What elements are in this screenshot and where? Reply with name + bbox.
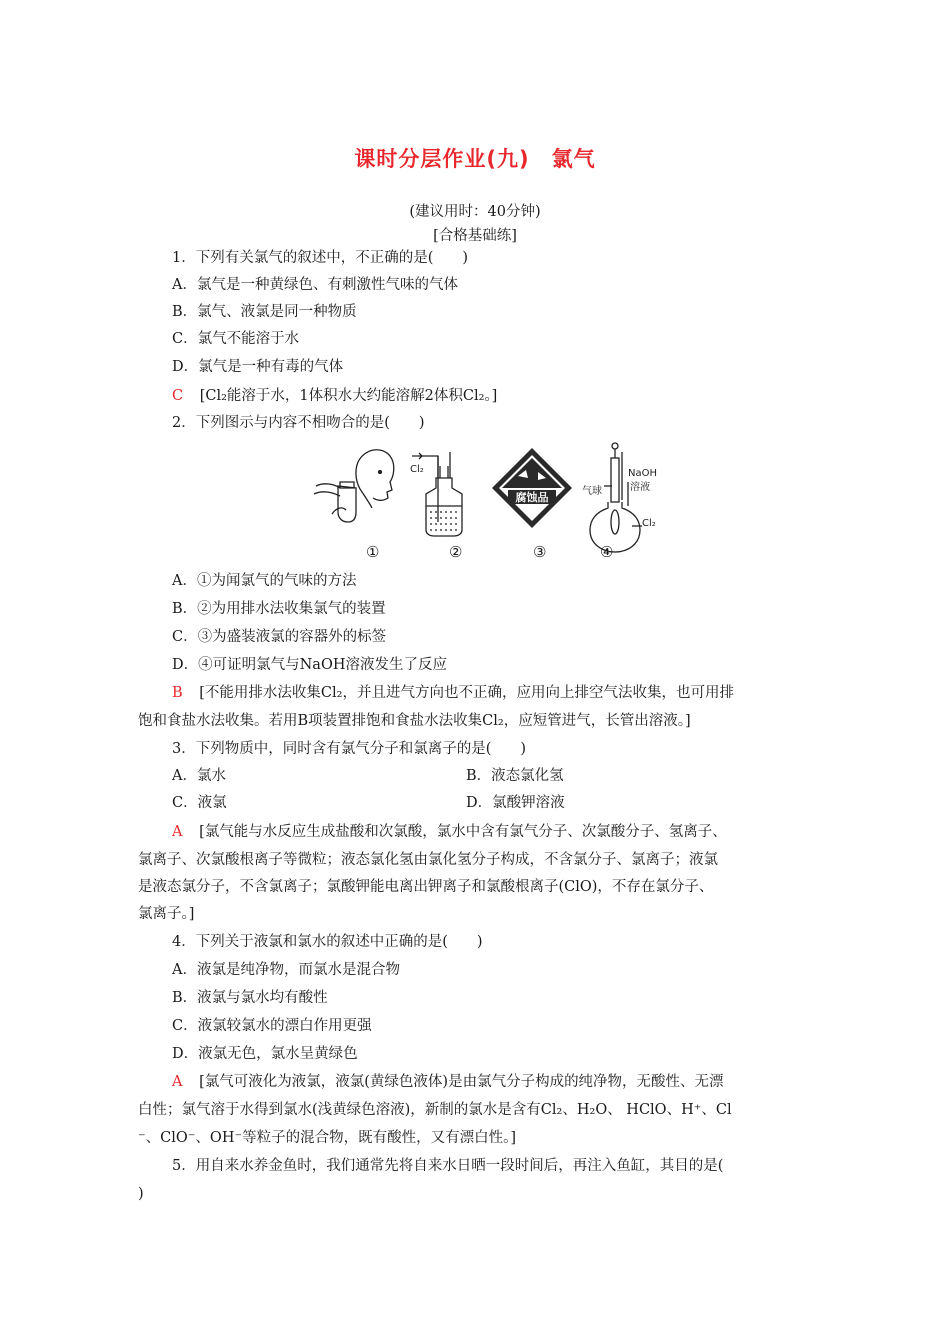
q4-stem: 4．下列关于液氯和氯水的叙述中正确的是( ) <box>172 934 483 950</box>
figure-label-4: ④ <box>600 543 614 561</box>
q3-option-a: A．氯水 <box>172 768 226 784</box>
q2-option-b: B．②为用排水法收集氯气的装置 <box>172 601 386 617</box>
figure-label-1: ① <box>366 543 380 561</box>
q2-answer: B <box>172 685 183 701</box>
q5-stem-continued: ) <box>138 1186 144 1202</box>
q5-stem: 5．用自来水养金鱼时，我们通常先将自来水日晒一段时间后，再注入鱼缸，其目的是( <box>172 1158 724 1174</box>
corrosive-sign-figure <box>492 448 572 528</box>
q3-stem: 3．下列物质中，同时含有氯气分子和氯离子的是( ) <box>172 741 527 757</box>
q1-option-b: B．氯气、液氯是同一种物质 <box>172 304 357 320</box>
q1-stem: 1．下列有关氯气的叙述中，不正确的是( ) <box>172 250 469 266</box>
q1-answer: C <box>172 388 184 404</box>
q4-explanation-1: [氯气可液化为液氯，液氯(黄绿色液体)是由氯气分子构成的纯净物，无酸性、无漂 <box>199 1074 724 1090</box>
q1-option-a: A．氯气是一种黄绿色、有刺激性气味的气体 <box>172 277 458 293</box>
q1-option-d: D．氯气是一种有毒的气体 <box>172 359 344 375</box>
q3-option-c: C．液氯 <box>172 795 227 811</box>
flask-balloon-figure <box>582 443 657 552</box>
q2-stem: 2．下列图示与内容不相吻合的是( ) <box>172 415 425 431</box>
gas-bottle-figure <box>410 452 462 536</box>
q2-option-d: D．④可证明氯气与NaOH溶液发生了反应 <box>172 657 447 673</box>
figure-label-3: ③ <box>533 543 547 561</box>
page-title: 课时分层作业(九) 氯气 <box>354 147 596 171</box>
naoh-solution-label: 溶液 <box>630 482 650 493</box>
q2-figure <box>310 442 670 567</box>
q3-answer-line <box>172 822 727 842</box>
q4-option-b: B．液氯与氯水均有酸性 <box>172 990 328 1006</box>
q4-option-c: C．液氯较氯水的漂白作用更强 <box>172 1018 372 1034</box>
q2-explanation-1: [不能用排水法收集Cl₂，并且进气方向也不正确，应用向上排空气法收集，也可用排 <box>199 685 734 701</box>
q3-option-d: D．氯酸钾溶液 <box>466 795 565 811</box>
q3-answer: A <box>172 824 183 840</box>
q1-option-c: C．氯气不能溶于水 <box>172 331 300 347</box>
q2-option-a: A．①为闻氯气的气味的方法 <box>172 573 357 589</box>
q2-explanation-2: 饱和食盐水法收集。若用B项装置排饱和食盐水法收集Cl₂，应短管进气，长管出溶液。] <box>138 713 691 729</box>
q1-explanation: [Cl₂能溶于水，1体积水大约能溶解2体积Cl₂。] <box>199 388 498 404</box>
q1-answer-line <box>172 386 497 406</box>
corrosive-sign-label: 腐蚀品 <box>515 491 549 504</box>
naoh-label: NaOH <box>628 468 657 479</box>
balloon-label: 气球 <box>582 486 602 497</box>
q4-option-d: D．液氯无色，氯水呈黄绿色 <box>172 1046 358 1062</box>
section-heading: [合格基础练] <box>433 228 517 244</box>
q4-explanation-3: ⁻、ClO⁻、OH⁻等粒子的混合物，既有酸性，又有漂白性。] <box>138 1130 517 1146</box>
q4-answer: A <box>172 1074 183 1090</box>
q3-explanation-4: 氯离子。] <box>138 906 195 922</box>
q2-answer-line <box>172 683 734 703</box>
q3-explanation-1: [氯气能与水反应生成盐酸和次氯酸，氯水中含有氯气分子、次氯酸分子、氢离子、 <box>199 824 727 840</box>
cl2-arrow-label: Cl₂ <box>410 464 424 475</box>
flask-cl2-label: Cl₂ <box>642 518 656 529</box>
smell-gas-figure <box>314 450 394 522</box>
q3-explanation-3: 是液态氯分子，不含氯离子；氯酸钾能电离出钾离子和氯酸根离子(ClO)，不存在氯分子、 <box>138 879 714 895</box>
q2-option-c: C．③为盛装液氯的容器外的标签 <box>172 629 387 645</box>
q4-option-a: A．液氯是纯净物，而氯水是混合物 <box>172 962 400 978</box>
time-note: (建议用时：40分钟) <box>409 204 541 220</box>
q3-option-b: B．液态氯化氢 <box>466 768 564 784</box>
q4-answer-line <box>172 1072 724 1092</box>
q3-explanation-2: 氯离子、次氯酸根离子等微粒；液态氯化氢由氯化氢分子构成，不含氯分子、氯离子；液氯 <box>138 852 718 868</box>
figure-label-2: ② <box>449 543 463 561</box>
q4-explanation-2: 白性；氯气溶于水得到氯水(浅黄绿色溶液)，新制的氯水是含有Cl₂、H₂O、 HClO、H⁺、Cl <box>138 1102 732 1118</box>
